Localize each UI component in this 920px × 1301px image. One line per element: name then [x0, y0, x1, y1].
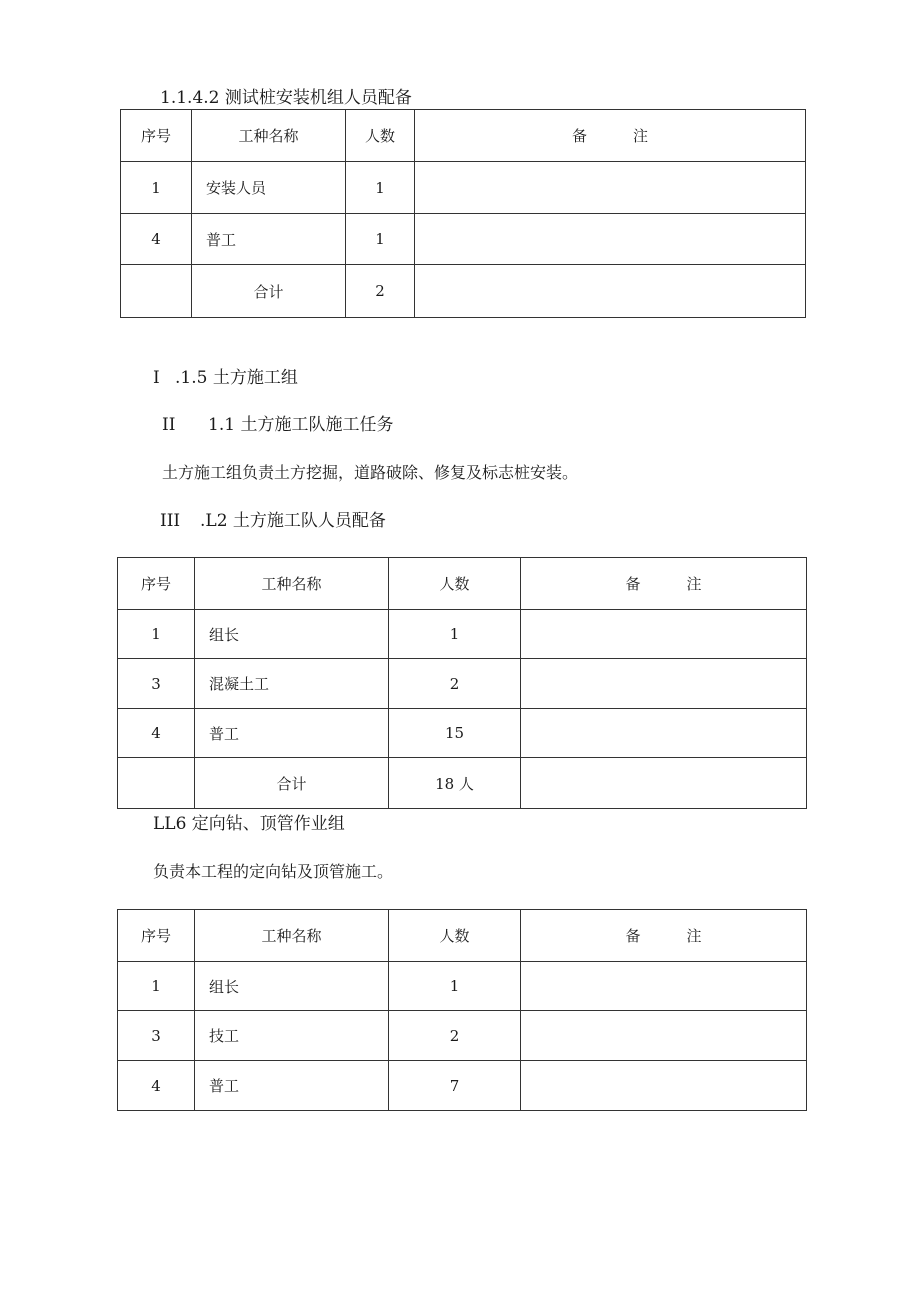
header-job: 工种名称 [195, 910, 389, 962]
header-remark-b: 注 [633, 127, 649, 145]
cell-count: 7 [389, 1061, 521, 1111]
cell-remark [521, 758, 807, 809]
header-count: 人数 [346, 110, 415, 162]
section-heading-1151 [162, 414, 393, 436]
cell-remark [521, 610, 807, 659]
table-row [118, 1061, 807, 1111]
table-row [118, 709, 807, 758]
cell-job: 普工 [195, 709, 389, 758]
table-row [118, 610, 807, 659]
cell-count: 1 [346, 214, 415, 265]
cell-count: 1 [389, 610, 521, 659]
cell-seq: 1 [118, 610, 195, 659]
table-total-row [121, 265, 806, 318]
cell-total-count: 18 人 [389, 758, 521, 809]
cell-seq: 4 [118, 1061, 195, 1111]
header-seq: 序号 [118, 558, 195, 610]
staffing-table-installation [120, 109, 806, 318]
header-remark-b: 注 [686, 927, 702, 945]
cell-job: 技工 [195, 1011, 389, 1061]
cell-count: 2 [389, 659, 521, 709]
cell-remark [415, 162, 806, 214]
header-remark-a: 备 [625, 927, 641, 945]
staffing-table-earthwork [117, 557, 807, 809]
section-heading-1152 [160, 510, 386, 532]
paragraph-earthwork-duties: 土方施工组负责土方挖掘，道路破除、修复及标志桩安装。 [162, 463, 579, 482]
cell-job: 组长 [195, 962, 389, 1011]
cell-job: 普工 [195, 1061, 389, 1111]
header-seq: 序号 [121, 110, 192, 162]
header-remark-a: 备 [625, 575, 641, 593]
cell-job: 普工 [192, 214, 346, 265]
cell-total-count: 2 [346, 265, 415, 318]
staffing-table-drilling [117, 909, 807, 1111]
section-heading-116: LL6 定向钻、顶管作业组 [153, 814, 345, 834]
table-header-row [118, 910, 807, 962]
paragraph-drilling-duties: 负责本工程的定向钻及顶管施工。 [153, 862, 394, 881]
header-count: 人数 [389, 558, 521, 610]
table-row [118, 1011, 807, 1061]
cell-seq: 4 [118, 709, 195, 758]
heading-text: 1.1 土方施工队施工任务 [208, 415, 394, 435]
header-remark [415, 110, 806, 162]
header-job: 工种名称 [192, 110, 346, 162]
cell-seq [118, 758, 195, 809]
cell-job: 安装人员 [192, 162, 346, 214]
cell-count: 15 [389, 709, 521, 758]
cell-remark [521, 1011, 807, 1061]
cell-remark [521, 709, 807, 758]
table-total-row [118, 758, 807, 809]
cell-remark [521, 962, 807, 1011]
header-count: 人数 [389, 910, 521, 962]
cell-seq [121, 265, 192, 318]
cell-total-label: 合计 [192, 265, 346, 318]
heading-text: .L2 土方施工队人员配备 [200, 511, 386, 531]
cell-total-label: 合计 [195, 758, 389, 809]
cell-job: 组长 [195, 610, 389, 659]
cell-seq: 3 [118, 659, 195, 709]
cell-remark [521, 659, 807, 709]
cell-count: 1 [389, 962, 521, 1011]
cell-seq: 3 [118, 1011, 195, 1061]
table-row [121, 162, 806, 214]
cell-seq: 4 [121, 214, 192, 265]
table-header-row [121, 110, 806, 162]
section-heading-115 [153, 367, 298, 389]
cell-remark [415, 214, 806, 265]
header-seq: 序号 [118, 910, 195, 962]
table-row [118, 659, 807, 709]
header-remark [521, 558, 807, 610]
table-header-row [118, 558, 807, 610]
cell-count: 2 [389, 1011, 521, 1061]
cell-seq: 1 [118, 962, 195, 1011]
cell-remark [521, 1061, 807, 1111]
heading-prefix: I [153, 368, 160, 388]
table-row [118, 962, 807, 1011]
header-remark-a: 备 [571, 127, 587, 145]
section-heading-1142: 1.1.4.2 测试桩安装机组人员配备 [160, 88, 412, 108]
heading-prefix: III [160, 511, 181, 531]
cell-count: 1 [346, 162, 415, 214]
header-job: 工种名称 [195, 558, 389, 610]
header-remark-b: 注 [686, 575, 702, 593]
cell-seq: 1 [121, 162, 192, 214]
heading-prefix: II [162, 415, 176, 435]
table-row [121, 214, 806, 265]
cell-job: 混凝土工 [195, 659, 389, 709]
header-remark [521, 910, 807, 962]
heading-text: .1.5 土方施工组 [175, 368, 298, 388]
cell-remark [415, 265, 806, 318]
